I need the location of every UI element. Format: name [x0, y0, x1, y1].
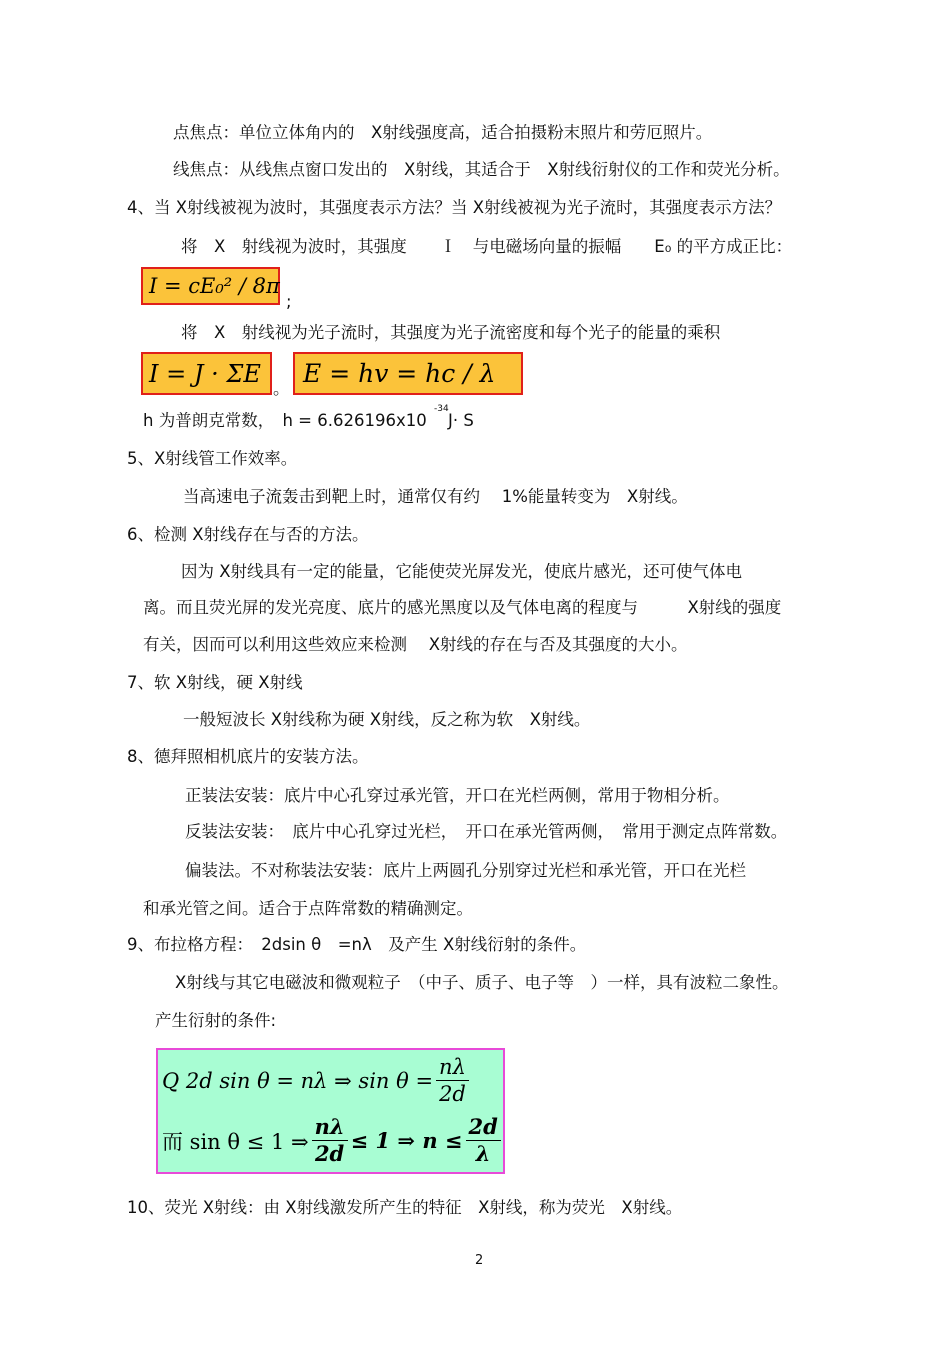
text-line-point-focus: 点焦点：单位立体角内的 X射线强度高，适合拍摄粉末照片和劳厄照片。: [173, 123, 713, 142]
text-line-efficiency: 当高速电子流轰击到靶上时，通常仅有约 1%能量转变为 X射线。: [183, 487, 688, 506]
wave-intensity-formula: [141, 267, 280, 305]
bragg-row1-lhs: Q 2d sin θ = nλ ⇒ sin θ =: [162, 1068, 434, 1093]
bragg-row-1: [162, 1054, 472, 1107]
question-5-heading: 5、X射线管工作效率。: [127, 449, 298, 468]
text-line-diffraction-condition: 产生衍射的条件:: [155, 1011, 277, 1030]
text-line-asymmetric-mount-1: 偏装法。不对称装法安装：底片上两圆孔分别穿过光栏和承光管，开口在光栏: [185, 861, 746, 880]
period-mark: 。: [273, 379, 290, 398]
planck-unit: J· S: [448, 411, 474, 430]
text-line-photon-intensity: 将 X 射线视为光子流时，其强度为光子流密度和每个光子的能量的乘积: [181, 323, 721, 342]
text-line-soft-hard: 一般短波长 X射线称为硬 X射线，反之称为软 X射线。: [183, 710, 591, 729]
text-line-wave-intensity: 将 X 射线视为波时，其强度 Ｉ 与电磁场向量的振幅 E₀ 的平方成正比：: [181, 237, 793, 256]
text-line-wave-particle: X射线与其它电磁波和微观粒子 （中子、质子、电子等 ）一样，具有波粒二象性。: [175, 973, 789, 992]
wave-intensity-formula-text: I = cE₀² / 8π: [149, 274, 280, 298]
text-line-reverse-mount: 反装法安装： 底片中心孔穿过光栏， 开口在承光管两侧， 常用于测定点阵常数。: [185, 822, 788, 841]
fraction-numerator: nλ: [312, 1114, 348, 1141]
fraction-numerator: 2d: [466, 1114, 501, 1141]
text-line-detection-2: 离。而且荧光屏的发光亮度、底片的感光黑度以及气体电离的程度与 X射线的强度: [143, 598, 782, 617]
question-4-heading: 4、当 X射线被视为波时，其强度表示方法？当 X射线被视为光子流时，其强度表示方法？: [127, 198, 782, 217]
photon-energy-formula-text: E = hv = hc / λ: [303, 359, 496, 388]
semicolon: ;: [286, 292, 292, 311]
question-7-heading: 7、软 X射线，硬 X射线: [127, 673, 303, 692]
fraction-denominator: λ: [475, 1141, 491, 1166]
text-line-detection-1: 因为 X射线具有一定的能量，它能使荧光屏发光，使底片感光，还可使气体电: [181, 562, 743, 581]
text-line-asymmetric-mount-2: 和承光管之间。适合于点阵常数的精确测定。: [143, 899, 473, 918]
photon-intensity-formula-text: I = J · ΣE: [149, 359, 261, 388]
bragg-row2-mid: ≤ 1 ⇒ n ≤: [350, 1128, 463, 1153]
text-line-detection-3: 有关，因而可以利用这些效应来检测 X射线的存在与否及其强度的大小。: [143, 635, 688, 654]
question-10-heading: 10、荧光 X射线：由 X射线激发所产生的特征 X射线，称为荧光 X射线。: [127, 1198, 683, 1217]
bragg-row1-fraction: [436, 1054, 469, 1107]
text-line-normal-mount: 正装法安装：底片中心孔穿过承光管，开口在光栏两侧，常用于物相分析。: [185, 786, 730, 805]
bragg-row-2: [162, 1114, 504, 1167]
bragg-condition-formula: [156, 1048, 505, 1174]
bragg-row2-lhs: 而 sin θ ≤ 1 ⇒: [162, 1129, 309, 1154]
photon-energy-formula: [293, 352, 523, 395]
question-6-heading: 6、检测 X射线存在与否的方法。: [127, 525, 369, 544]
bragg-row2-fraction-1: [312, 1114, 348, 1167]
fraction-numerator: nλ: [436, 1054, 469, 1081]
question-9-heading: 9、布拉格方程： 2dsin θ =nλ 及产生 X射线衍射的条件。: [127, 935, 587, 954]
fraction-denominator: 2d: [439, 1082, 466, 1106]
planck-exponent: -34: [434, 404, 449, 414]
text-line-line-focus: 线焦点：从线焦点窗口发出的 X射线，其适合于 X射线衍射仪的工作和荧光分析。: [173, 160, 790, 179]
bragg-row2-fraction-2: [466, 1114, 501, 1167]
planck-constant-line: h 为普朗克常数， h = 6.626196x10: [143, 411, 427, 430]
question-8-heading: 8、德拜照相机底片的安装方法。: [127, 747, 369, 766]
fraction-denominator: 2d: [314, 1141, 345, 1166]
photon-intensity-formula: [141, 352, 272, 395]
page-number: 2: [475, 1253, 484, 1268]
